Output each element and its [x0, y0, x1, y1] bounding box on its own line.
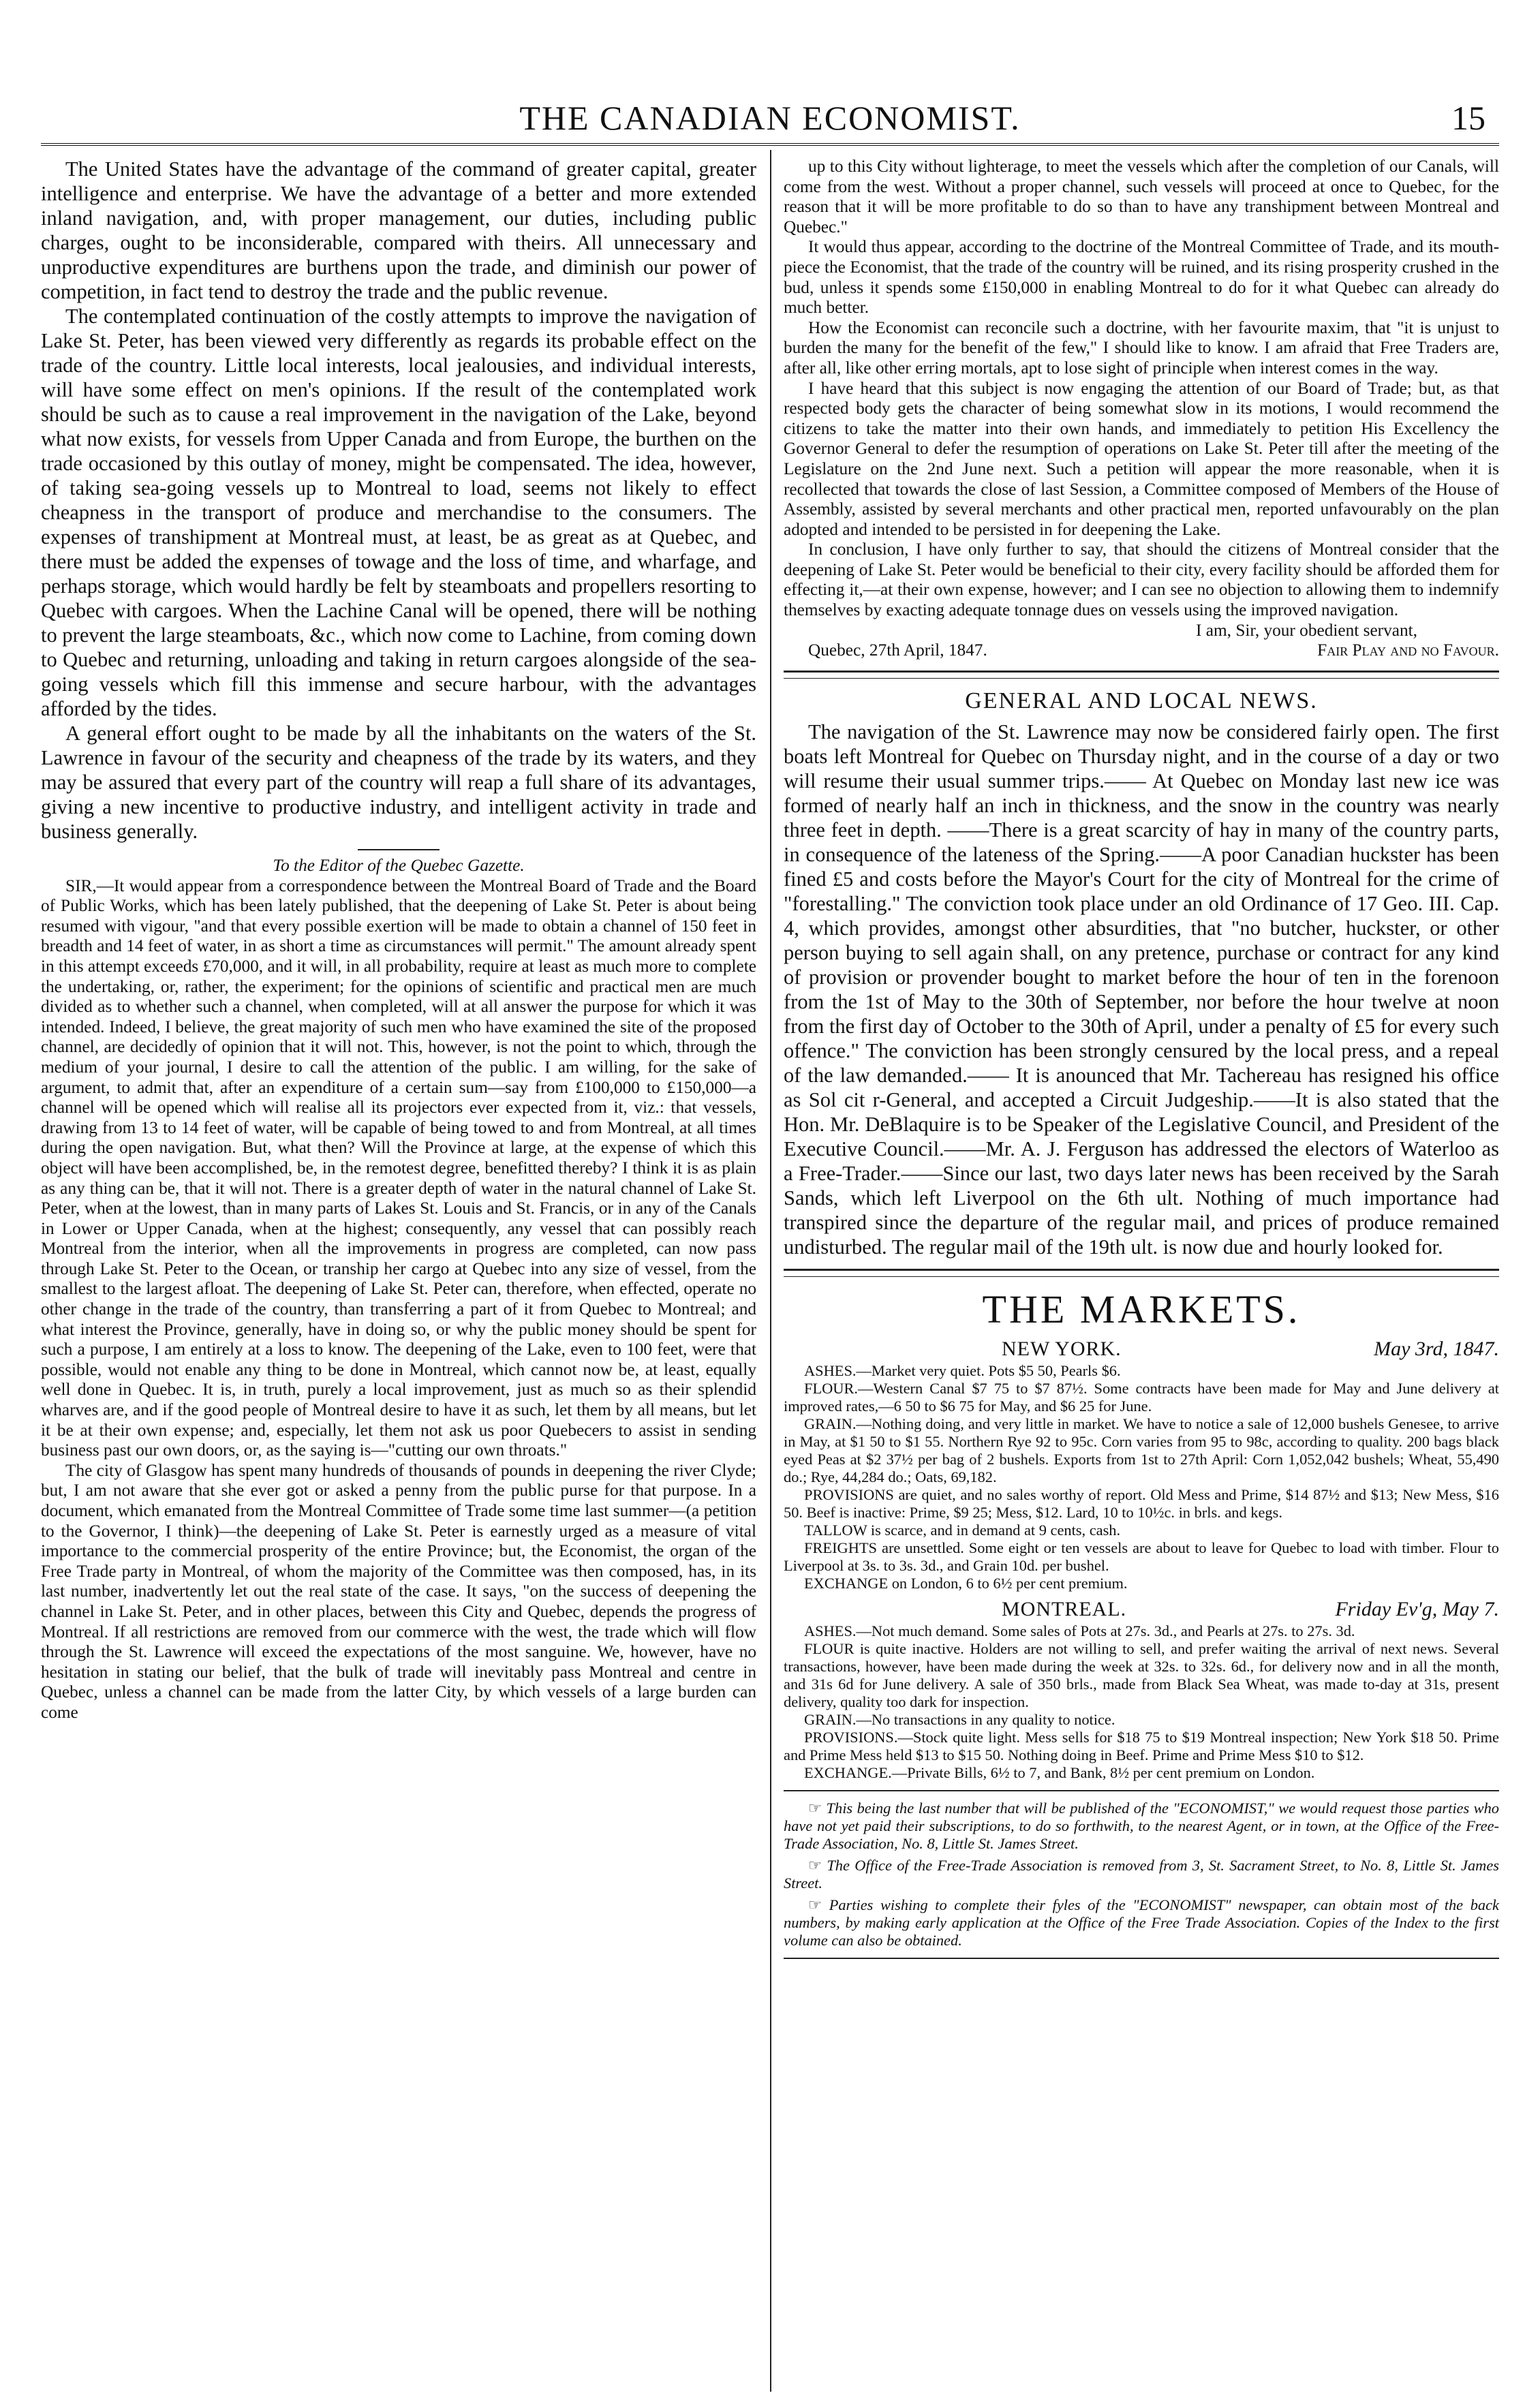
column-divider: [770, 150, 771, 2392]
letter-paragraph: The city of Glasgow has spent many hundreds of thousands of pounds in deepening the river Clyde; but, I am not aware that she ever got or asked a penny from the public purse for that purpose. In a document, which emanated from the Montreal Committee of Trade some time last summer—(a petition to the Governor, I think)—the deepening of Lake St. Peter is earnestly urged as a measure of vital importance to the commercial prosperity of the entire Province; but, the Economist, the organ of the Free Trade party in Montreal, of whom the majority of the Committee was then composed, has, in its last number, inadvertently let out the real state of the case. It says, "on the success of deepening the channel in Lake St. Peter, and in other places, between this City and Quebec, depends the progress of Montreal. If all restrictions are removed from our commerce with the west, the trade which will flow through the St. Lawrence will exceed the expectations of the most sanguine. We, however, have no hesitation in stating our belief, that the bulk of trade will inevitably pass Montreal and centre in Quebec, unless a channel can be made from the latter City, by which vessels of a large burden can come: [41, 1460, 756, 1722]
pointing-hand-icon: ☞: [808, 1896, 822, 1913]
market-header-newyork: [784, 1338, 1499, 1361]
market-item: GRAIN.—Nothing doing, and very little in market. We have to notice a sale of 12,000 bushels Genesee, to arrive in May, at $1 50 to $1 55. Northern Rye 92 to 95c. Corn varies from 95 to 98c, according to quality. 200 bags black eyed Peas at $2 37½ per bag of 2 bushels. Exports from 1st to 27th April: Corn 1,052,042 bushels; Wheat, 55,490 do.; Rye, 44,284 do.; Oats, 69,182.: [784, 1415, 1499, 1485]
article-paragraph: The United States have the advantage of the command of greater capital, greater intelligence and enterprise. We have the advantage of a better and more extended inland navigation, and, with proper management, our duties, including public charges, ought to be inconsiderable, compared with theirs. All unnecessary and unproductive expenditures are burthens upon the trade, and diminish our power of competition, in fact tend to destroy the trade and the public revenue.: [41, 157, 756, 303]
market-date: Friday Ev'g, May 7.: [1335, 1597, 1499, 1620]
page-number: 15: [1451, 99, 1485, 137]
notice-text: The Office of the Free-Trade Association is removed from 3, St. Sacrament Street, to No. 8, Little St. James Street.: [784, 1856, 1499, 1892]
pointing-hand-icon: ☞: [808, 1799, 822, 1817]
market-item: EXCHANGE on London, 6 to 6½ per cent premium.: [804, 1574, 1128, 1592]
markets-heading: THE MARKETS.: [982, 1286, 1301, 1331]
notice-item: [784, 1800, 1499, 1853]
letter-paragraph: It would thus appear, according to the doctrine of the Montreal Committee of Trade, and its mouth-piece the Economist, that the trade of the country will be ruined, and its rising prosperity crushed in the bud, unless it spends some £150,000 in enabling Montreal to do for it what Quebec can already do much better.: [784, 237, 1499, 318]
page-header: [41, 95, 1499, 146]
article-paragraph: A general effort ought to be made by all the inhabitants on the waters of the St. Lawrence in favour of the security and cheapness of the trade by its waters, and they may be assured that every part of the country will reap a full share of its advantages, giving a new incentive to productive industry, and intelligent activity in trade and business generally.: [41, 722, 756, 843]
news-heading: GENERAL AND LOCAL NEWS.: [965, 688, 1318, 713]
market-item: TALLOW is scarce, and in demand at 9 cents, cash.: [804, 1521, 1121, 1539]
notice-rule: [784, 1958, 1499, 1959]
page-title: THE CANADIAN ECONOMIST.: [519, 99, 1021, 137]
section-rule: [784, 670, 1499, 679]
section-rule: [784, 1269, 1499, 1277]
market-item: FLOUR is quite inactive. Holders are not willing to sell, and prefer waiting the arrival of next news. Several transactions, however, have been made during the week at 32s. to 32s. 6d., for delivery now and in all the month, and 31s 6d for June delivery. A sale of 350 brls., made from Black Sea Wheat, was made to-day at 31s, present delivery, quality too dark for inspection.: [784, 1639, 1499, 1710]
notice-text: Parties wishing to complete their fyles of the "ECONOMIST" newspaper, can obtain most of the back numbers, by making early application at the Office of the Free Trade Association. Copies of the Index to the first volume can also be obtained.: [784, 1896, 1499, 1949]
market-city: NEW YORK.: [1002, 1337, 1122, 1360]
signature-row: [784, 641, 1499, 661]
letter-paragraph: up to this City without lighterage, to meet the vessels which after the completion of our Canals, will come from the west. Without a proper channel, such vessels will proceed at once to Quebec, for the reason that it will be more profitable to do so than to have any transhipment between Montreal and Quebec.": [784, 157, 1499, 236]
letter-paragraph: I have heard that this subject is now engaging the attention of our Board of Trade; but, as that respected body gets the character of being somewhat slow in its motions, I would recommend the citizens to take the matter into their own hands, and immediately to petition His Excellency the Governor General to defer the resumption of operations on Lake St. Peter till after the meeting of the Legislature on the 2nd June next. Such a petition will appear the more reasonable, when it is recollected that towards the close of last Session, a Committee composed of Members of the House of Assembly, assisted by several merchants and other practical men, reported unfavourably on the plan adopted and intended to be persisted in for deepening the Lake.: [784, 378, 1499, 539]
newspaper-page: [41, 82, 1499, 2392]
market-city: MONTREAL.: [1002, 1597, 1127, 1620]
market-item: FLOUR.—Western Canal $7 75 to $7 87½. Some contracts have been made for May and June delivery at improved rates,—6 50 to $6 75 for May, and $6 25 for June.: [784, 1379, 1499, 1415]
market-item: PROVISIONS.—Stock quite light. Mess sells for $18 75 to $19 Montreal inspection; New York $18 50. Prime and Prime Mess held $13 to $15 50. Nothing doing in Beef. Prime and Prime Mess $10 to $12.: [784, 1728, 1499, 1763]
letter-heading: To the Editor of the Quebec Gazette.: [273, 856, 525, 875]
notice-text: This being the last number that will be published of the "ECONOMIST," we would request those parties who have not yet paid their subscriptions, to do so forthwith, to the nearest Agent, or in town, at the Office of the Free-Trade Association, No. 8, Little St. James Street.: [784, 1799, 1499, 1852]
market-item: ASHES.—Market very quiet. Pots $5 50, Pearls $6.: [804, 1361, 1121, 1379]
notice-rule: [784, 1790, 1499, 1791]
right-column: [784, 157, 1499, 1967]
left-column: [41, 157, 756, 1723]
letter-paragraph: SIR,—It would appear from a correspondence between the Montreal Board of Trade and the Board of Public Works, which has been lately published, that the deepening of Lake St. Peter is about being resumed with vigour, "and that every possible exertion will be made to obtain a channel of 150 feet in breadth and 14 feet of water, in as short a time as circumstances will permit." The amount already spent in this attempt exceeds £70,000, and it will, in all probability, require at least as much more to complete the undertaking, or, rather, the experiment; for the opinions of scientific and practical men are much divided as to whether such a channel, when completed, will at all answer the purpose for which it was intended. Indeed, I believe, the great majority of such men who have examined the site of the proposed channel, are decidedly of opinion that it will not. This, however, is not the point to which, through the medium of your journal, I desire to call the attention of the public. I am willing, for the sake of argument, to admit that, after an expenditure of a certain sum—say from £100,000 to £150,000—a channel will be opened which will realise all its projectors ever expected from it, viz.: that vessels, drawing from 13 to 14 feet of water, will be capable of being towed to and from Montreal, at all times during the open navigation. But, what then? Will the Province at large, at the expense of which this object will have been accomplished, be, in the remotest degree, benefitted thereby? I think it is as plain as any thing can be, that it will not. There is a greater depth of water in the natural channel of Lake St. Peter, when at the lowest, than in many parts of Lakes St. Louis and St. Francis, or in any of the Canals in Lower or Upper Canada, when at the highest; consequently, any vessel that can possibly reach Montreal from the interior, when all the improvements in progress are completed, can now pass through Lake St. Peter to the Ocean, or tranship her cargo at Quebec into any size of vessel, from the smallest to the largest afloat. The deepening of Lake St. Peter can, therefore, when effected, operate no other change in the trade of the country, than transferring a part of it from Quebec to Montreal; and what interest the Province, generally, have in doing so, or why the public money should be spent for such a purpose, I am entirely at a loss to know. The deepening of the Lake, even to 100 feet, were that possible, would not enable any thing to be done in Montreal, which cannot now be, at least, equally well done in Quebec. It is, in truth, purely a local improvement, just as much so as their splendid wharves are, and if the good people of Montreal desire to have it as such, let them by all means, but let it be at their own expense; and, especially, let them not ask us poor Quebecers to assist in sending business past our own doors, or, as the saying is—"cutting our own throats.": [41, 876, 756, 1460]
market-date: May 3rd, 1847.: [1374, 1337, 1499, 1360]
notice-item: [784, 1857, 1499, 1892]
letter-paragraph: How the Economist can reconcile such a doctrine, with her favourite maxim, that "it is unjust to burden the many for the benefit of the few," I should like to know. I am afraid that Free Traders are, after all, like other erring mortals, apt to lose sight of principle when interest comes in the way.: [784, 318, 1499, 377]
market-item: GRAIN.—No transactions in any quality to notice.: [804, 1710, 1115, 1728]
market-item: PROVISIONS are quiet, and no sales worthy of report. Old Mess and Prime, $14 87½ and $13; New Mess, $16 50. Beef is inactive: Prime, $9 25; Mess, $12. Lard, 10 to 10½c. in brls. and kegs.: [784, 1485, 1499, 1521]
signature-place: Quebec, 27th April, 1847.: [808, 641, 987, 660]
market-item: EXCHANGE.—Private Bills, 6½ to 7, and Bank, 8½ per cent premium on London.: [804, 1763, 1315, 1781]
divider: [358, 849, 440, 850]
notice-item: [784, 1896, 1499, 1949]
article-paragraph: The contemplated continuation of the costly attempts to improve the navigation of Lake St. Peter, has been viewed very differently as regards its probable effect on the trade of the country. Little local interests, local jealousies, and individual interests, will have some effect on men's opinions. If the result of the contemplated work should be such as to cause a real improvement in the navigation of the Lake, beyond what now exists, for vessels from Upper Canada and from Europe, the burthen on the trade occasioned by this outlay of money, might be compensated. The idea, however, of taking sea-going vessels up to Montreal to load, seems not likely to effect cheapness in the transport of produce and merchandise to the consumers. The expenses of transhipment at Montreal must, at least, be as great as at Quebec, and there must be added the expenses of towage and the loss of time, and wharfage, and perhaps storage, which would hardly be felt by steamboats and propellers resorting to Quebec with cargoes. When the Lachine Canal will be opened, there will be nothing to prevent the large steamboats, &c., which now come to Lachine, from coming down to Quebec and returning, unloading and taking in return cargoes alongside of the sea-going vessels which fill this immense and secure harbour, with the advantages afforded by the tides.: [41, 305, 756, 720]
market-item: ASHES.—Not much demand. Some sales of Pots at 27s. 3d., and Pearls at 27s. to 27s. 3d.: [804, 1622, 1355, 1639]
pointing-hand-icon: ☞: [808, 1856, 822, 1874]
market-header-montreal: [784, 1598, 1499, 1621]
news-paragraph: The navigation of the St. Lawrence may now be considered fairly open. The first boats left Montreal for Quebec on Thursday night, and in the course of a day or two will resume their usual summer trips.—— At Quebec on Monday last new ice was formed of nearly half an inch in thickness, and the snow in the country was nearly three feet in depth. ——There is a great scarcity of hay in many of the country parts, in consequence of the lateness of the Spring.——A poor Canadian huckster has been fined £5 and costs before the Mayor's Court for the city of Montreal for the crime of "forestalling." The conviction took place under an old Ordinance of 17 Geo. III. Cap. 4, which provides, amongst other absurdities, that "no butcher, huckster, or other person buying to sell again shall, on any pretence, purchase or contract for any kind of provision or provender bought to market before the hour of ten in the forenoon from the 1st of May to the 30th of September, nor before the hour twelve at noon from the first day of October to the 30th of April, under a penalty of £5 for every such offence." The conviction has been strongly censured by the local press, and a repeal of the law demanded.—— It is anounced that Mr. Tachereau has resigned his office as Sol cit r-General, and accepted a Circuit Judgeship.——It is also stated that the Hon. Mr. DeBlaquire is to be Speaker of the Legislative Council, and President of the Executive Council.——Mr. A. J. Ferguson has addressed the electors of Waterloo as a Free-Trader.——Since our last, two days later news has been received by the Sarah Sands, which left Liverpool on the 6th ult. Nothing of much importance had transpired since the departure of the regular mail, and prices of produce remained undisturbed. The regular mail of the 19th ult. is now due and hourly looked for.: [784, 720, 1499, 1259]
letter-closing: I am, Sir, your obedient servant,: [1196, 620, 1417, 640]
signature-name: Fair Play and no Favour.: [1317, 641, 1499, 660]
market-item: FREIGHTS are unsettled. Some eight or ten vessels are about to leave for Quebec to load with timber. Flour to Liverpool at 3s. to 3s. 3d., and Grain 10d. per bushel.: [784, 1539, 1499, 1574]
letter-paragraph: In conclusion, I have only further to say, that should the citizens of Montreal consider that the deepening of Lake St. Peter would be beneficial to their city, every facility should be afforded them for effecting it,—at their own expense, however; and I can see no objection to allowing them to indemnify themselves by exacting adequate tonnage dues on vessels using the improved navigation.: [784, 540, 1499, 620]
